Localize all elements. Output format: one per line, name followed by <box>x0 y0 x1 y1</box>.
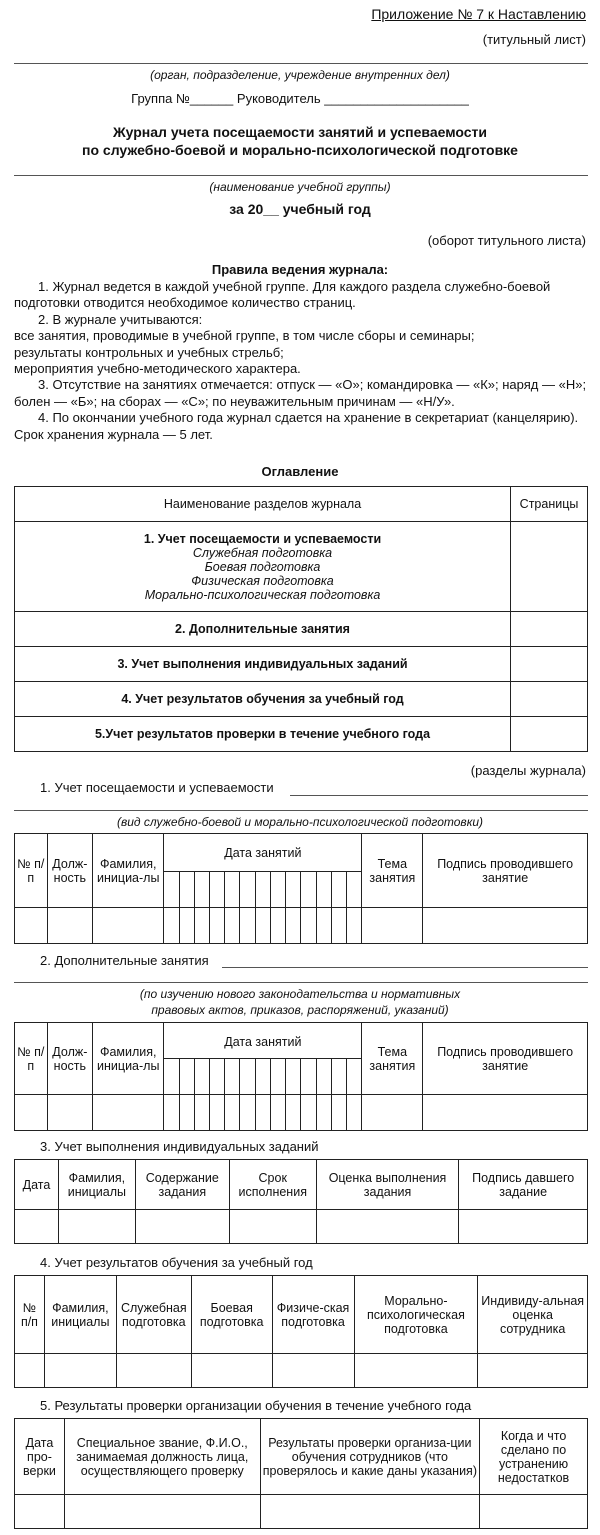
sec2-caption-2: правовых актов, приказов, распоряжений, указаний) <box>151 1003 449 1017</box>
toc-s3: 3. Учет выполнения индивидуальных заданий <box>15 647 511 682</box>
title-page-label: (титульный лист) <box>482 32 586 47</box>
rule-4: 4. По окончании учебного года журнал сдается на хранение в секретариат (канцелярию). Срок хранения журнала — 5 лет. <box>14 410 579 442</box>
toc-s1-sub4: Морально-психологическая подготовка <box>144 587 381 602</box>
rule-2: 2. В журнале учитываются: <box>38 311 203 327</box>
tasks-table <box>14 1159 588 1244</box>
org-caption: (орган, подразделение, учреждение внутренних дел) <box>150 68 450 82</box>
sec1-caption: (вид служебно-боевой и морально-психологической подготовки) <box>116 815 484 829</box>
col-name: Фамилия, инициа-лы <box>93 834 164 908</box>
reverse-caption: (оборот титульного листа) <box>427 233 586 248</box>
org-line <box>14 63 588 64</box>
sec1-fill-line <box>290 795 588 796</box>
rule-2b: результаты контрольных и учебных стрельб; <box>14 344 284 360</box>
sections-caption: (разделы журнала) <box>470 763 586 778</box>
group-name-line <box>14 175 588 176</box>
col-dates: Дата занятий <box>164 834 362 872</box>
toc-s1-title: 1. Учет посещаемости и успеваемости <box>143 531 382 546</box>
attendance-table-1 <box>14 833 588 944</box>
toc-pages-1[interactable] <box>511 522 588 612</box>
rule-2c: мероприятия учебно-методического характера. <box>14 361 301 377</box>
toc-s4: 4. Учет результатов обучения за учебный год <box>15 682 511 717</box>
col-signature: Подпись проводившего занятие <box>423 1023 588 1095</box>
sec4-col-service: Служебная подготовка <box>116 1276 191 1354</box>
col-signature: Подпись проводившего занятие <box>423 834 588 908</box>
results-table <box>14 1275 588 1388</box>
rule-1: 1. Журнал ведется в каждой учебной группе. Для каждого раздела служебно-боевой подготовки отводится необходимое количество страниц. <box>14 279 551 311</box>
appendix-label: Приложение № 7 к Наставлению <box>371 6 586 22</box>
sec2-caption-1: (по изучению нового законодательства и нормативных <box>139 987 461 1001</box>
toc-col-pages: Страницы <box>511 487 588 522</box>
year-line: за 20__ учебный год <box>229 201 371 217</box>
sec3-col-name: Фамилия, инициалы <box>58 1160 135 1210</box>
sec3-col-date: Дата <box>15 1160 59 1210</box>
sec1-label: 1. Учет посещаемости и успеваемости <box>40 780 274 795</box>
toc-pages-2[interactable] <box>511 612 588 647</box>
sec3-col-content: Содержание задания <box>135 1160 229 1210</box>
rules-heading: Правила ведения журнала: <box>211 262 389 277</box>
toc-pages-5[interactable] <box>511 717 588 752</box>
toc-s5: 5.Учет результатов проверки в течение учебного года <box>15 717 511 752</box>
table-row[interactable] <box>15 1495 588 1529</box>
toc-s1-sub1: Служебная подготовка <box>192 545 333 560</box>
table-row[interactable] <box>15 1354 588 1388</box>
toc-row-1 <box>15 522 511 612</box>
sec4-label: 4. Учет результатов обучения за учебный год <box>40 1255 313 1270</box>
toc-table <box>14 486 588 752</box>
table-row[interactable] <box>15 1210 588 1244</box>
toc-heading: Оглавление <box>261 464 339 479</box>
col-dates: Дата занятий <box>164 1023 362 1059</box>
col-position: Долж-ность <box>47 1023 93 1095</box>
col-topic: Тема занятия <box>362 834 423 908</box>
toc-pages-4[interactable] <box>511 682 588 717</box>
col-topic: Тема занятия <box>362 1023 423 1095</box>
sec1-line <box>14 810 588 811</box>
journal-title-1: Журнал учета посещаемости занятий и успеваемости <box>112 124 488 140</box>
sec2-line <box>14 982 588 983</box>
sec5-label: 5. Результаты проверки организации обучения в течение учебного года <box>40 1398 472 1413</box>
sec4-col-combat: Боевая подготовка <box>191 1276 272 1354</box>
toc-s2: 2. Дополнительные занятия <box>15 612 511 647</box>
sec3-label: 3. Учет выполнения индивидуальных заданий <box>40 1139 319 1154</box>
attendance-table-2 <box>14 1022 588 1131</box>
col-num: № п/п <box>15 1023 48 1095</box>
sec5-col-results: Результаты проверки организа-ции обучения сотрудников (что проверялось и какие даны указания) <box>260 1419 479 1495</box>
inspection-table <box>14 1418 588 1529</box>
rule-2a: все занятия, проводимые в учебной группе, в том числе сборы и семинары; <box>14 328 475 344</box>
sec2-label: 2. Дополнительные занятия <box>40 953 209 968</box>
sec3-col-deadline: Срок исполнения <box>229 1160 316 1210</box>
rules-body <box>14 279 588 443</box>
sec5-col-inspector: Специальное звание, Ф.И.О., занимаемая должность лица, осуществляющего проверку <box>64 1419 260 1495</box>
sec3-col-signature: Подпись давшего задание <box>459 1160 588 1210</box>
sec4-col-moral: Морально-психологическая подготовка <box>354 1276 478 1354</box>
toc-pages-3[interactable] <box>511 647 588 682</box>
col-position: Долж-ность <box>47 834 93 908</box>
sec3-col-grade: Оценка выполнения задания <box>316 1160 459 1210</box>
table-row[interactable] <box>15 1095 588 1131</box>
sec4-col-individual: Индивиду-альная оценка сотрудника <box>478 1276 588 1354</box>
toc-s1-sub2: Боевая подготовка <box>204 559 321 574</box>
journal-title-2: по служебно-боевой и морально-психологической подготовке <box>82 142 518 158</box>
col-name: Фамилия, инициа-лы <box>93 1023 164 1095</box>
group-leader-line[interactable]: Группа №______ Руководитель ____________________ <box>131 91 469 106</box>
toc-col-sections: Наименование разделов журнала <box>15 487 511 522</box>
sec5-col-actions: Когда и что сделано по устранению недостатков <box>480 1419 588 1495</box>
sec4-col-num: № п/п <box>15 1276 45 1354</box>
sec4-col-name: Фамилия, инициалы <box>44 1276 116 1354</box>
sec4-col-physical: Физиче-ская подготовка <box>272 1276 354 1354</box>
col-num: № п/п <box>15 834 48 908</box>
toc-s1-sub3: Физическая подготовка <box>191 573 334 588</box>
sec5-col-date: Дата про-верки <box>15 1419 65 1495</box>
sec2-fill-line <box>222 967 588 968</box>
rule-3: 3. Отсутствие на занятиях отмечается: отпуск — «О»; командировка — «К»; наряд — «Н»; болен — «Б»; на сборах — «С»; по неуважительным причинам — «Н/У». <box>14 377 587 409</box>
table-row[interactable] <box>15 908 588 944</box>
group-name-caption: (наименование учебной группы) <box>209 180 391 194</box>
